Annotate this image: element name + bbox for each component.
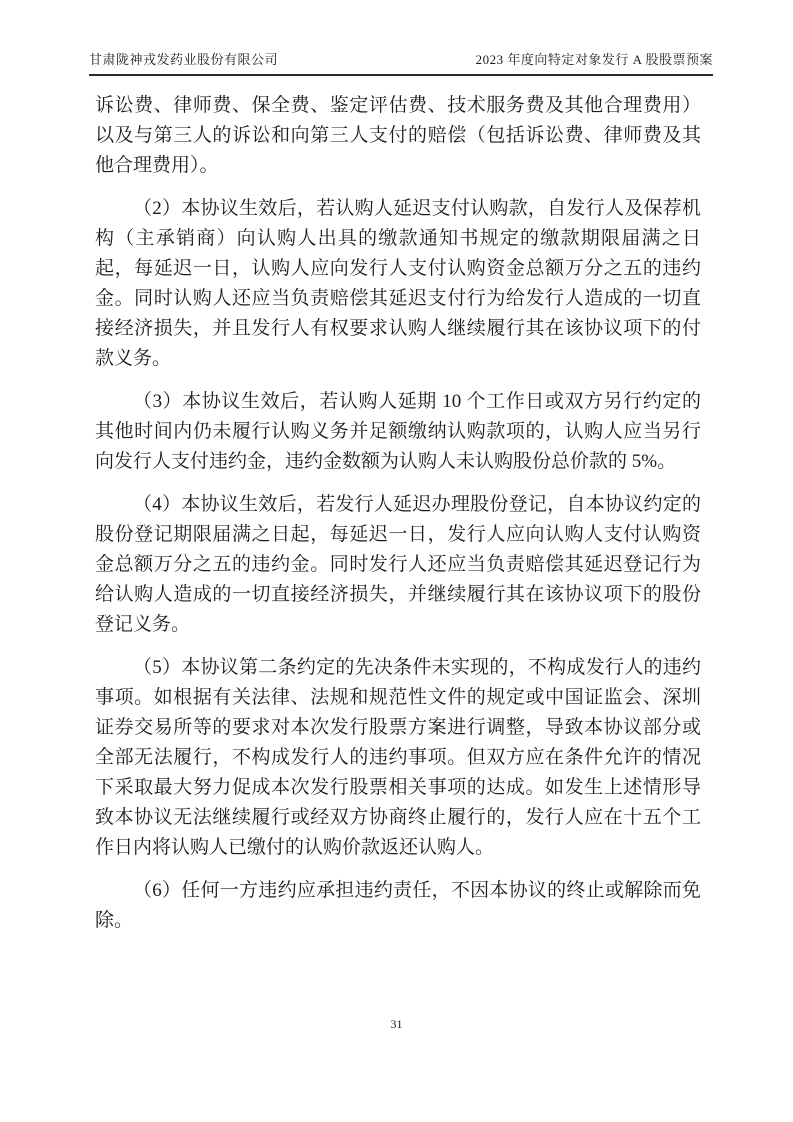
page-header bbox=[89, 0, 713, 76]
document-body bbox=[95, 91, 701, 949]
paragraph-item-5: （5）本协议第二条约定的先决条件未实现的，不构成发行人的违约事项。如根据有关法律、法规和规范性文件的规定或中国证监会、深圳证券交易所等的要求对本次发行股票方案进行调整，导致本协议部分或全部无法履行，不构成发行人的违约事项。但双方应在条件允许的情况下采取最大努力促成本次发行股票相关事项的达成。如发生上述情形导致本协议无法继续履行或经双方协商终止履行的，发行人应在十五个工作日内将认购人已缴付的认购价款返还认购人。 bbox=[95, 657, 701, 858]
header-company-name: 甘肃陇神戎发药业股份有限公司 bbox=[89, 52, 279, 67]
page-footer bbox=[0, 1017, 793, 1122]
header-doc-title: 2023 年度向特定对象发行 A 股股票预案 bbox=[475, 52, 713, 67]
page-number: 31 bbox=[390, 1017, 403, 1031]
paragraph-item-3: （3）本协议生效后，若认购人延期 10 个工作日或双方另行约定的其他时间内仍未履行认购义务并足额缴纳认购款项的，认购人应当另行向发行人支付违约金，违约金数额为认购人未认购股份总价款的 5%。 bbox=[95, 391, 701, 472]
paragraph-continuation: 诉讼费、律师费、保全费、鉴定评估费、技术服务费及其他合理费用）以及与第三人的诉讼和向第三人支付的赔偿（包括诉讼费、律师费及其他合理费用）。 bbox=[95, 95, 701, 176]
paragraph-item-2: （2）本协议生效后，若认购人延迟支付认购款，自发行人及保荐机构（主承销商）向认购人出具的缴款通知书规定的缴款期限届满之日起，每延迟一日，认购人应向发行人支付认购资金总额万分之五的违约金。同时认购人还应当负责赔偿其延迟支付行为给发行人造成的一切直接经济损失，并且发行人有权要求认购人继续履行其在该协议项下的付款义务。 bbox=[95, 198, 701, 369]
paragraph-item-6: （6）任何一方违约应承担违约责任，不因本协议的终止或解除而免除。 bbox=[95, 880, 701, 931]
paragraph-item-4: （4）本协议生效后，若发行人延迟办理股份登记，自本协议约定的股份登记期限届满之日起，每延迟一日，发行人应向认购人支付认购资金总额万分之五的违约金。同时发行人还应当负责赔偿其延迟登记行为给认购人造成的一切直接经济损失，并继续履行其在该协议项下的股份登记义务。 bbox=[95, 494, 701, 635]
